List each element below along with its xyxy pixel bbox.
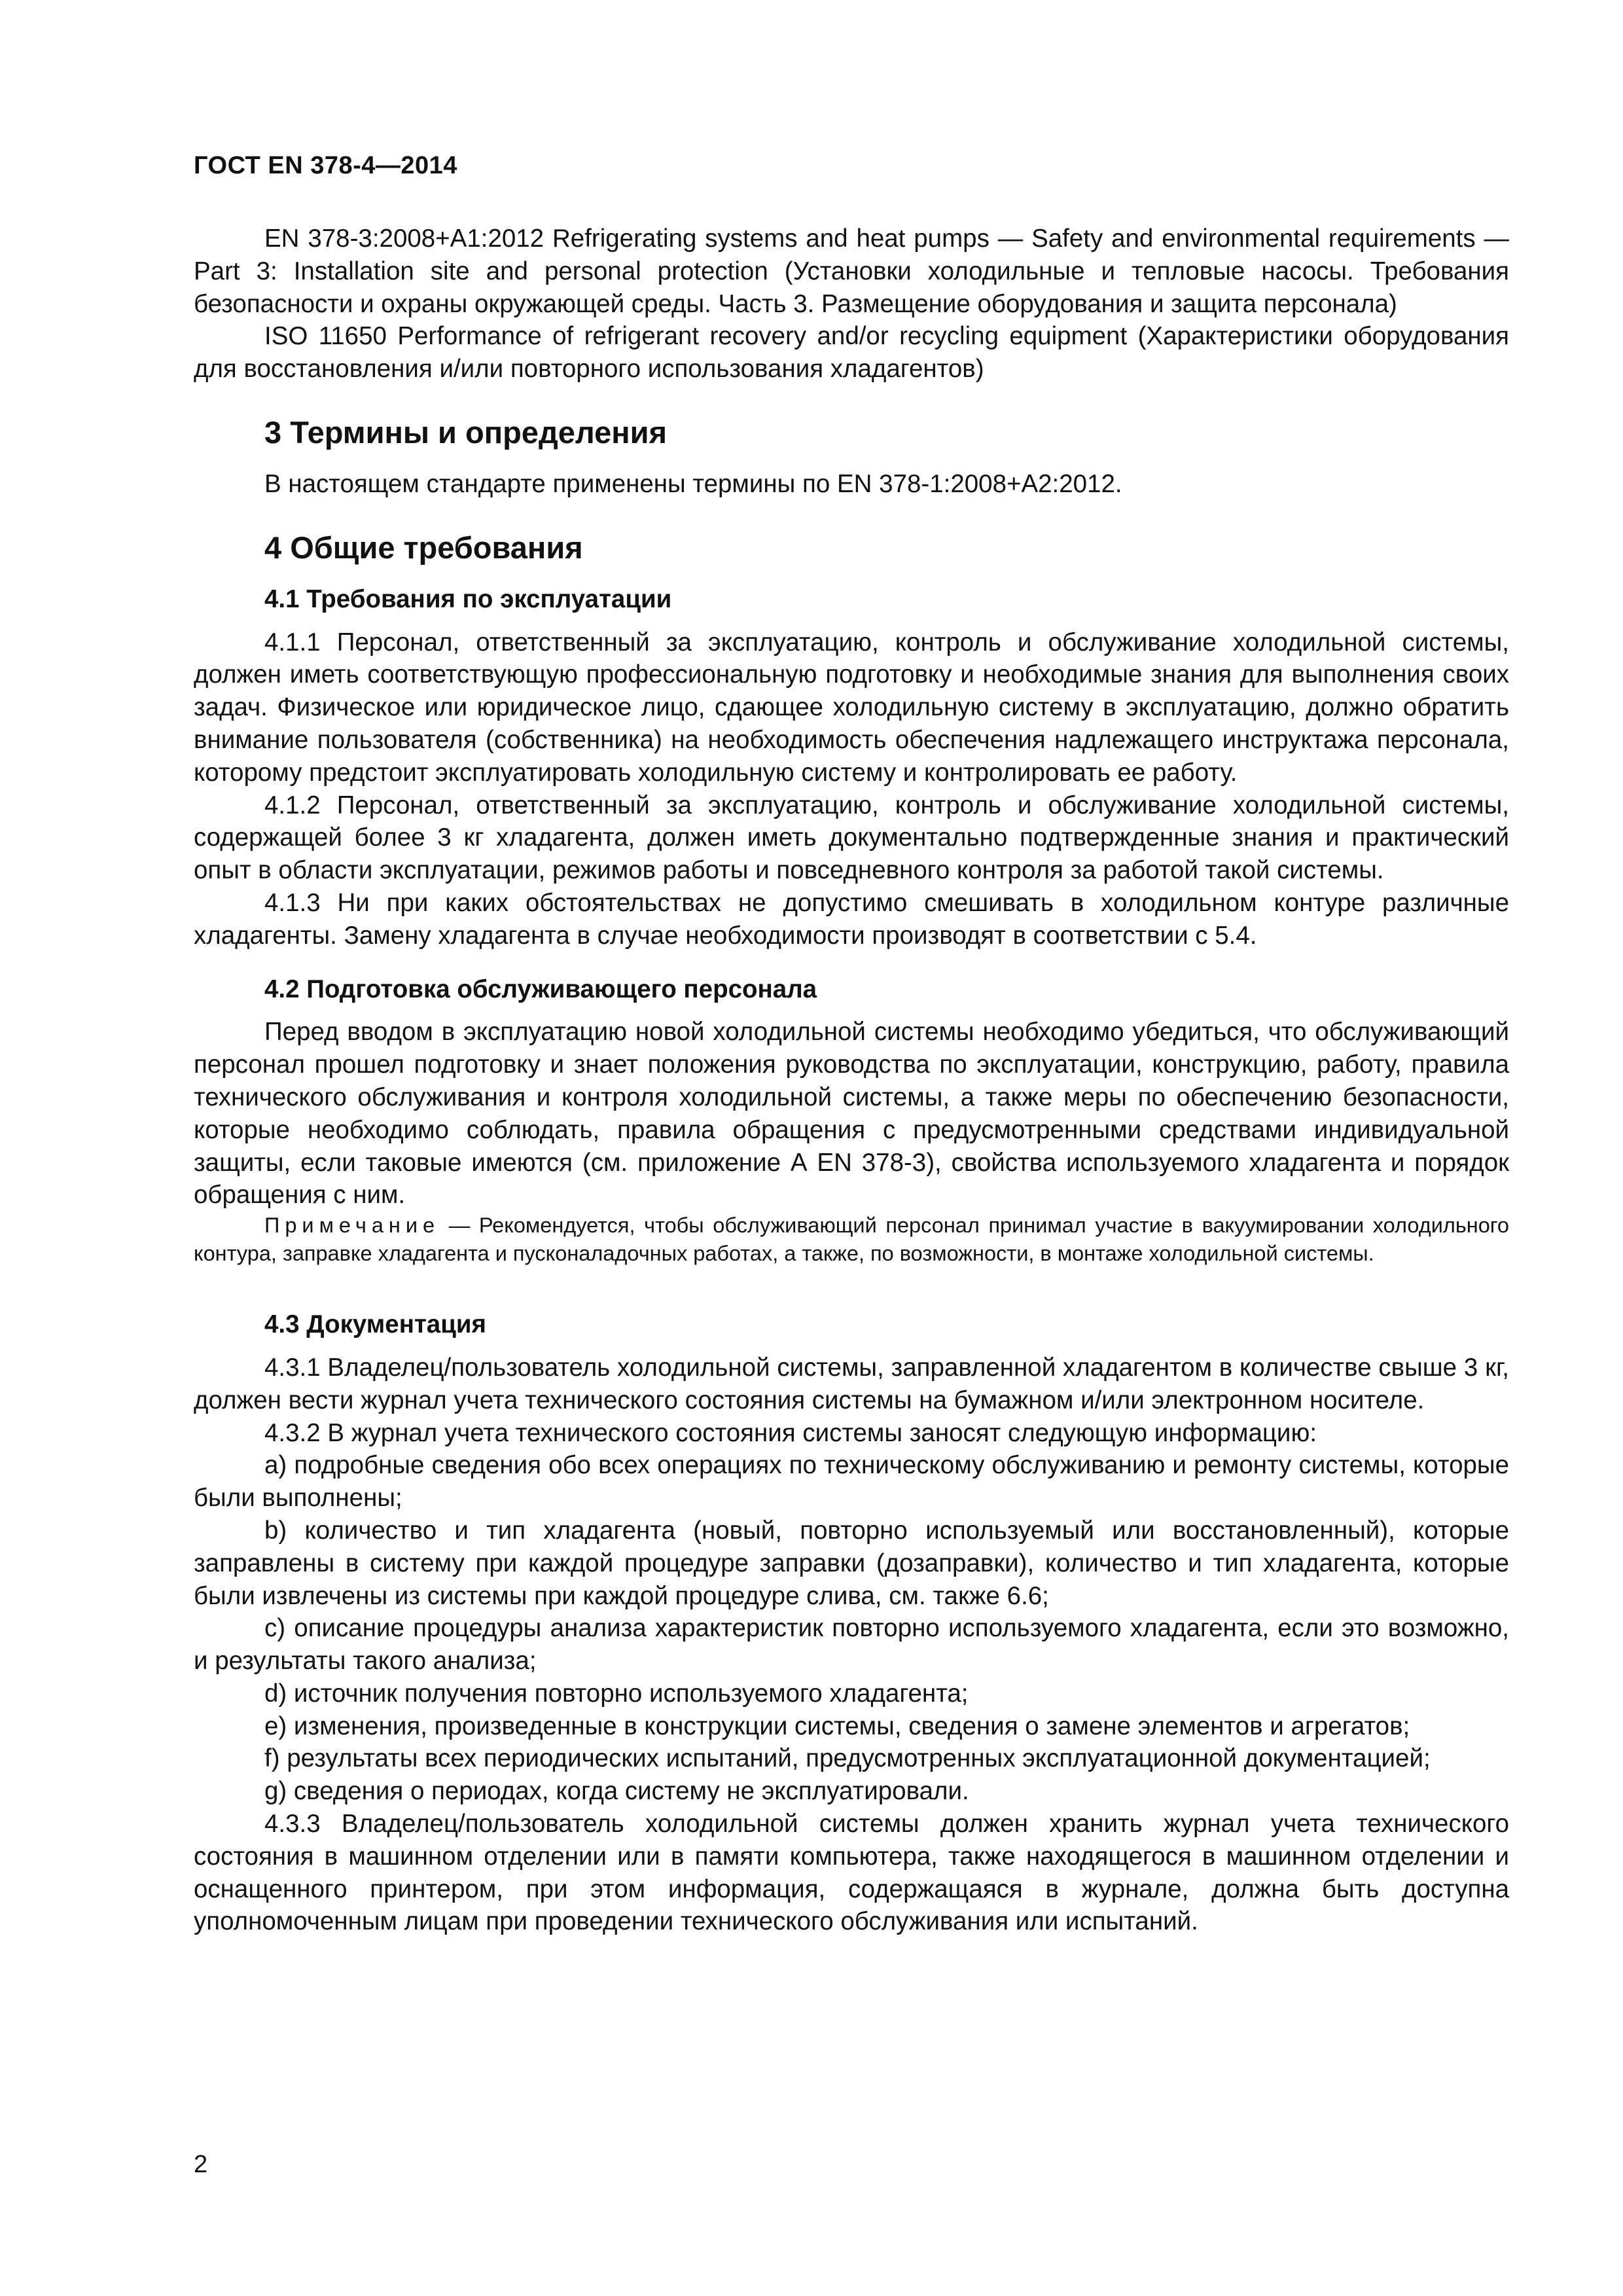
list-item-d: d) источник получения повторно используемого хладагента; [264,1679,969,1708]
paragraph-4-1-2: 4.1.2 Персонал, ответственный за эксплуатацию, контроль и обслуживание холодильной системы, содержащей более 3 кг хладагента, должен иметь документально подтвержденные знания и практический опыт в области эксплуатации, режимов работы и повседневного контроля за работой такой системы. [194,791,1509,885]
page-number: 2 [194,2151,208,2178]
section-3-title: 3 Термины и определения [264,414,667,450]
section-4-2-title: 4.2 Подготовка обслуживающего персонала [264,975,817,1003]
note [194,1211,1509,1268]
note-label: Примечание [264,1213,440,1238]
note-text: — Рекомендуется, чтобы обслуживающий персонал принимал участие в вакуумировании холодильного контура, заправке хладагента и пусконаладочных работах, а также, по возможности, в монтаже холодильной системы. [194,1213,1509,1266]
paragraph-4-1-1: 4.1.1 Персонал, ответственный за эксплуатацию, контроль и обслуживание холодильной системы, должен иметь соответствующую профессиональную подготовку и необходимые знания для выполнения своих задач. Физическое или юридическое лицо, сдающее холодильную систему в эксплуатацию, должно обратить внимание пользователя (собственника) на необходимость обеспечения надлежащего инструктажа персонала, которому предстоит эксплуатировать холодильную систему и контролировать ее работу. [194,628,1509,787]
paragraph-4-3-1: 4.3.1 Владелец/пользователь холодильной системы, заправленной хладагентом в количестве свыше 3 кг, должен вести журнал учета технического состояния системы на бумажном и/или электронном носителе. [194,1353,1509,1414]
paragraph-4-1-3: 4.1.3 Ни при каких обстоятельствах не допустимо смешивать в холодильном контуре различные хладагенты. Замену хладагента в случае необходимости производят в соответствии с 5.4. [194,888,1509,950]
reference-iso11650: ISO 11650 Performance of refrigerant recovery and/or recycling equipment (Характеристики оборудования для восстановления и/или повторного использования хладагентов) [194,322,1509,384]
list-item-a: а) подробные сведения обо всех операциях по техническому обслуживанию и ремонту системы, которые были выполнены; [194,1451,1509,1513]
section-4-1-title: 4.1 Требования по эксплуатации [264,584,672,613]
section-3-text: В настоящем стандарте применены термины по EN 378-1:2008+A2:2012. [264,469,1122,498]
list-item-f: f) результаты всех периодических испытаний, предусмотренных эксплуатационной документацией; [264,1744,1431,1773]
list-item-b: b) количество и тип хладагента (новый, повторно используемый или восстановленный), которые заправлены в систему при каждой процедуре заправки (дозаправки), количество и тип хладагента, которые были извлечены из системы при каждой процедуре слива, см. также 6.6; [194,1516,1509,1610]
document-body [194,223,1509,1938]
section-4-title: 4 Общие требования [264,529,583,565]
list-item-c: с) описание процедуры анализа характеристик повторно используемого хладагента, если это возможно, и результаты такого анализа; [194,1614,1509,1676]
paragraph-4-3-3: 4.3.3 Владелец/пользователь холодильной системы должен хранить журнал учета технического состояния в машинном отделении или в памяти компьютера, также находящегося в машинном отделении и оснащенного принтером, при этом информация, содержащаяся в журнале, должна быть доступна уполномоченным лицам при проведении технического обслуживания или испытаний. [194,1810,1509,1936]
list-item-e: е) изменения, произведенные в конструкции системы, сведения о замене элементов и агрегатов; [264,1712,1410,1740]
section-4-3-title: 4.3 Документация [264,1310,487,1339]
paragraph-4-3-2: 4.3.2 В журнал учета технического состояния системы заносят следующую информацию: [264,1418,1317,1447]
document-header: ГОСТ EN 378-4—2014 [194,152,457,179]
reference-en378-3: EN 378-3:2008+A1:2012 Refrigerating systems and heat pumps — Safety and environmental requirements — Part 3: Installation site and personal protection (Установки холодильные и тепловые насосы. Требования безопасности и охраны окружающей среды. Часть 3. Размещение оборудования и защита персонала) [194,224,1509,318]
paragraph-4-2: Перед вводом в эксплуатацию новой холодильной системы необходимо убедиться, что обслуживающий персонал прошел подготовку и знает положения руководства по эксплуатации, конструкцию, работу, правила технического обслуживания и контроля холодильной системы, а также меры по обеспечению безопасности, которые необходимо соблюдать, правила обращения с предусмотренными средствами индивидуальной защиты, если таковые имеются (см. приложение А EN 378-3), свойства используемого хладагента и порядок обращения с ним. [194,1018,1509,1210]
list-item-g: g) сведения о периодах, когда систему не эксплуатировали. [264,1777,969,1806]
